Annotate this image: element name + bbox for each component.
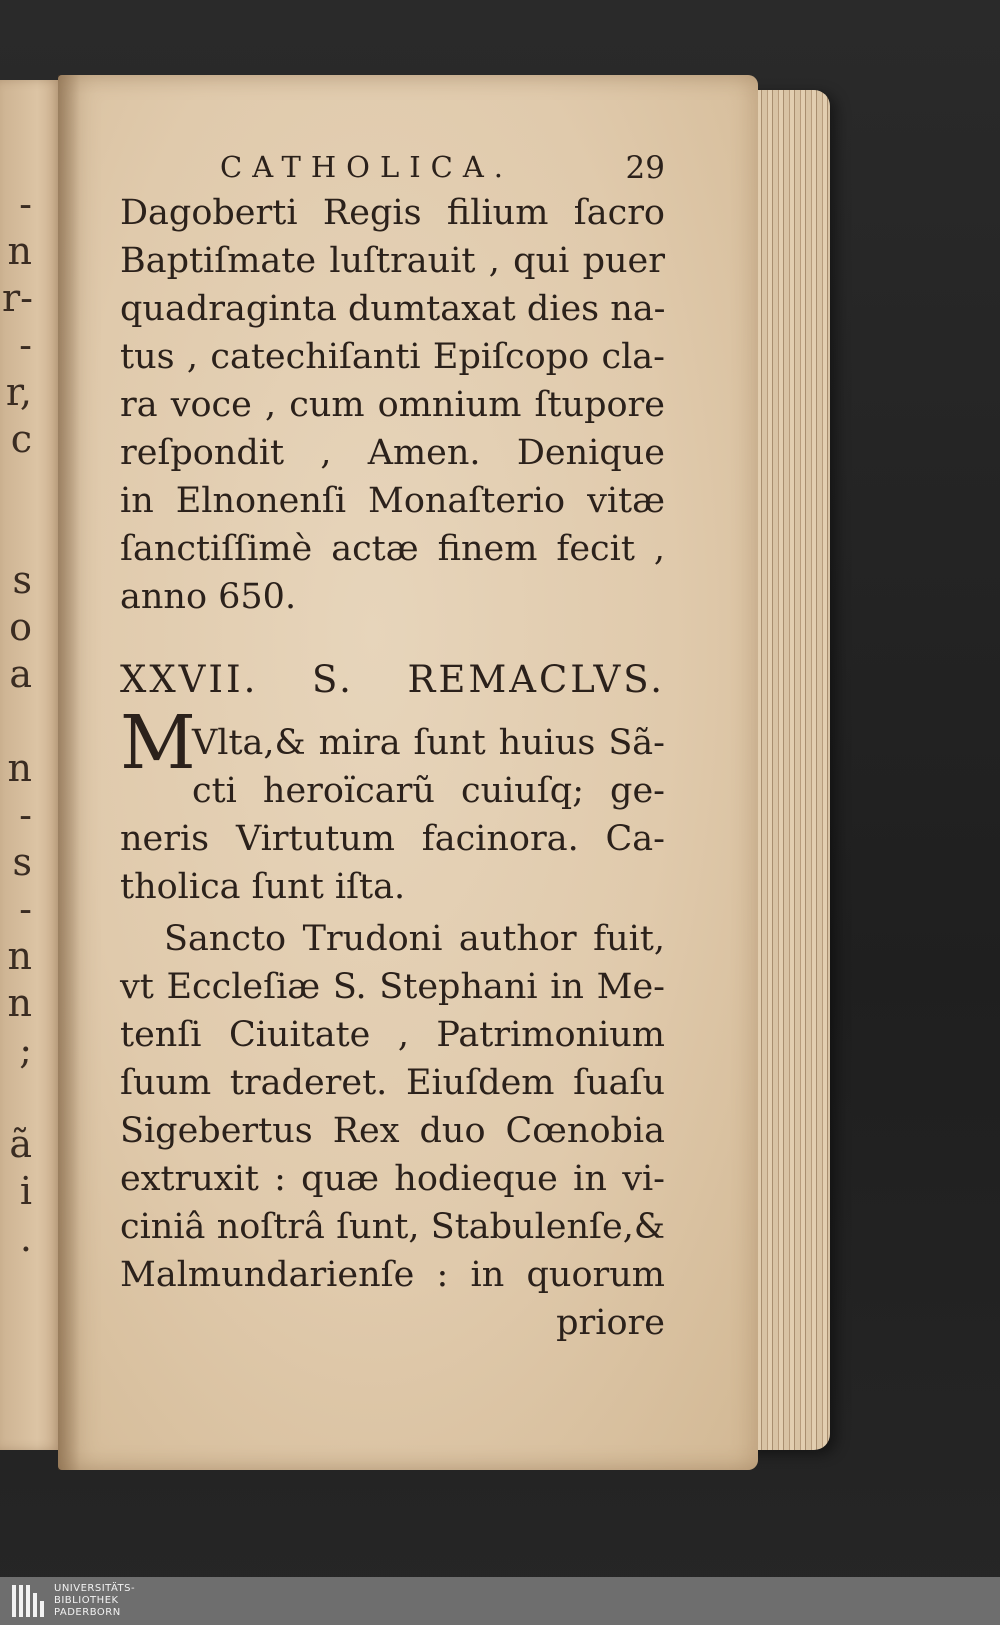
text-line: ſanctiſſimè actæ finem fecit , — [120, 529, 665, 569]
text-line: Sigebertus Rex duo Cœnobia — [120, 1111, 665, 1151]
library-name-line-1: UNIVERSITÄTS- — [54, 1583, 136, 1594]
left-page-edge-char: c — [10, 417, 32, 461]
library-logo-icon — [12, 1585, 50, 1617]
text-line: tus , catechiſanti Epiſcopo cla- — [120, 337, 665, 377]
left-page-edge-char: r, — [5, 370, 32, 414]
left-page-edge-char: n — [7, 229, 32, 273]
library-name-line-3: PADERBORN — [54, 1607, 121, 1618]
left-page-edge-char: ã — [9, 1122, 32, 1166]
text-line: Vlta,& mira ſunt huius Sã- — [192, 723, 665, 763]
text-line: reſpondit , Amen. Denique — [120, 433, 665, 473]
text-line: cti heroïcarũ cuiuſq; ge- — [192, 771, 665, 811]
library-footer-bar — [0, 1577, 1000, 1625]
running-head — [220, 150, 665, 190]
left-page-edge-char: - — [19, 887, 32, 931]
left-page-edge-char: . — [19, 1216, 32, 1260]
left-page-edge-char: n — [7, 934, 32, 978]
drop-cap: M — [120, 700, 196, 786]
text-line: anno 650. — [120, 577, 297, 617]
catchword: priore — [556, 1303, 665, 1343]
text-line: Baptiſmate luſtrauit , qui puer — [120, 241, 665, 281]
left-page-edge-char: a — [9, 652, 32, 696]
text-line: ciniâ noſtrâ ſunt, Stabulenſe,& — [120, 1207, 665, 1247]
left-page-edge-char: r- — [2, 276, 34, 320]
text-line: vt Eccleſiæ S. Stephani in Me- — [120, 967, 665, 1007]
left-page-edge-char: n — [7, 981, 32, 1025]
text-line: tholica ſunt iſta. — [120, 867, 406, 907]
left-page-edge-char: s — [12, 840, 32, 884]
text-line: Malmundarienſe : in quorum — [120, 1255, 665, 1295]
text-line: in Elnonenſi Monaſterio vitæ — [120, 481, 665, 521]
gutter-shadow — [58, 75, 80, 1470]
text-line: extruxit : quæ hodieque in vi- — [120, 1159, 665, 1199]
running-head-title: CATHOLICA. — [220, 150, 514, 184]
text-line: Dagoberti Regis filium ſacro — [120, 193, 665, 233]
text-line: Sancto Trudoni author fuit, — [164, 919, 665, 959]
left-page-edge-char: n — [7, 746, 32, 790]
left-page-edge-char: o — [9, 605, 32, 649]
library-name-line-2: BIBLIOTHEK — [54, 1595, 119, 1606]
page-number: 29 — [625, 150, 665, 186]
left-page-edge-char: - — [19, 793, 32, 837]
left-page-edge-char: - — [19, 182, 32, 226]
left-page-edge-char: ; — [19, 1028, 32, 1072]
left-page-edge-char: - — [19, 323, 32, 367]
text-line: quadraginta dumtaxat dies na- — [120, 289, 666, 329]
text-line: ra voce , cum omnium ſtupore — [120, 385, 665, 425]
text-line: ſuum traderet. Eiuſdem ſuaſu — [120, 1063, 665, 1103]
section-heading: XXVII. S. REMACLVS. — [120, 658, 665, 701]
text-line: neris Virtutum facinora. Ca- — [120, 819, 665, 859]
left-page-edge-char: s — [12, 558, 32, 602]
text-line: tenſi Ciuitate , Patrimonium — [120, 1015, 665, 1055]
left-page-edge-char: i — [19, 1169, 32, 1213]
